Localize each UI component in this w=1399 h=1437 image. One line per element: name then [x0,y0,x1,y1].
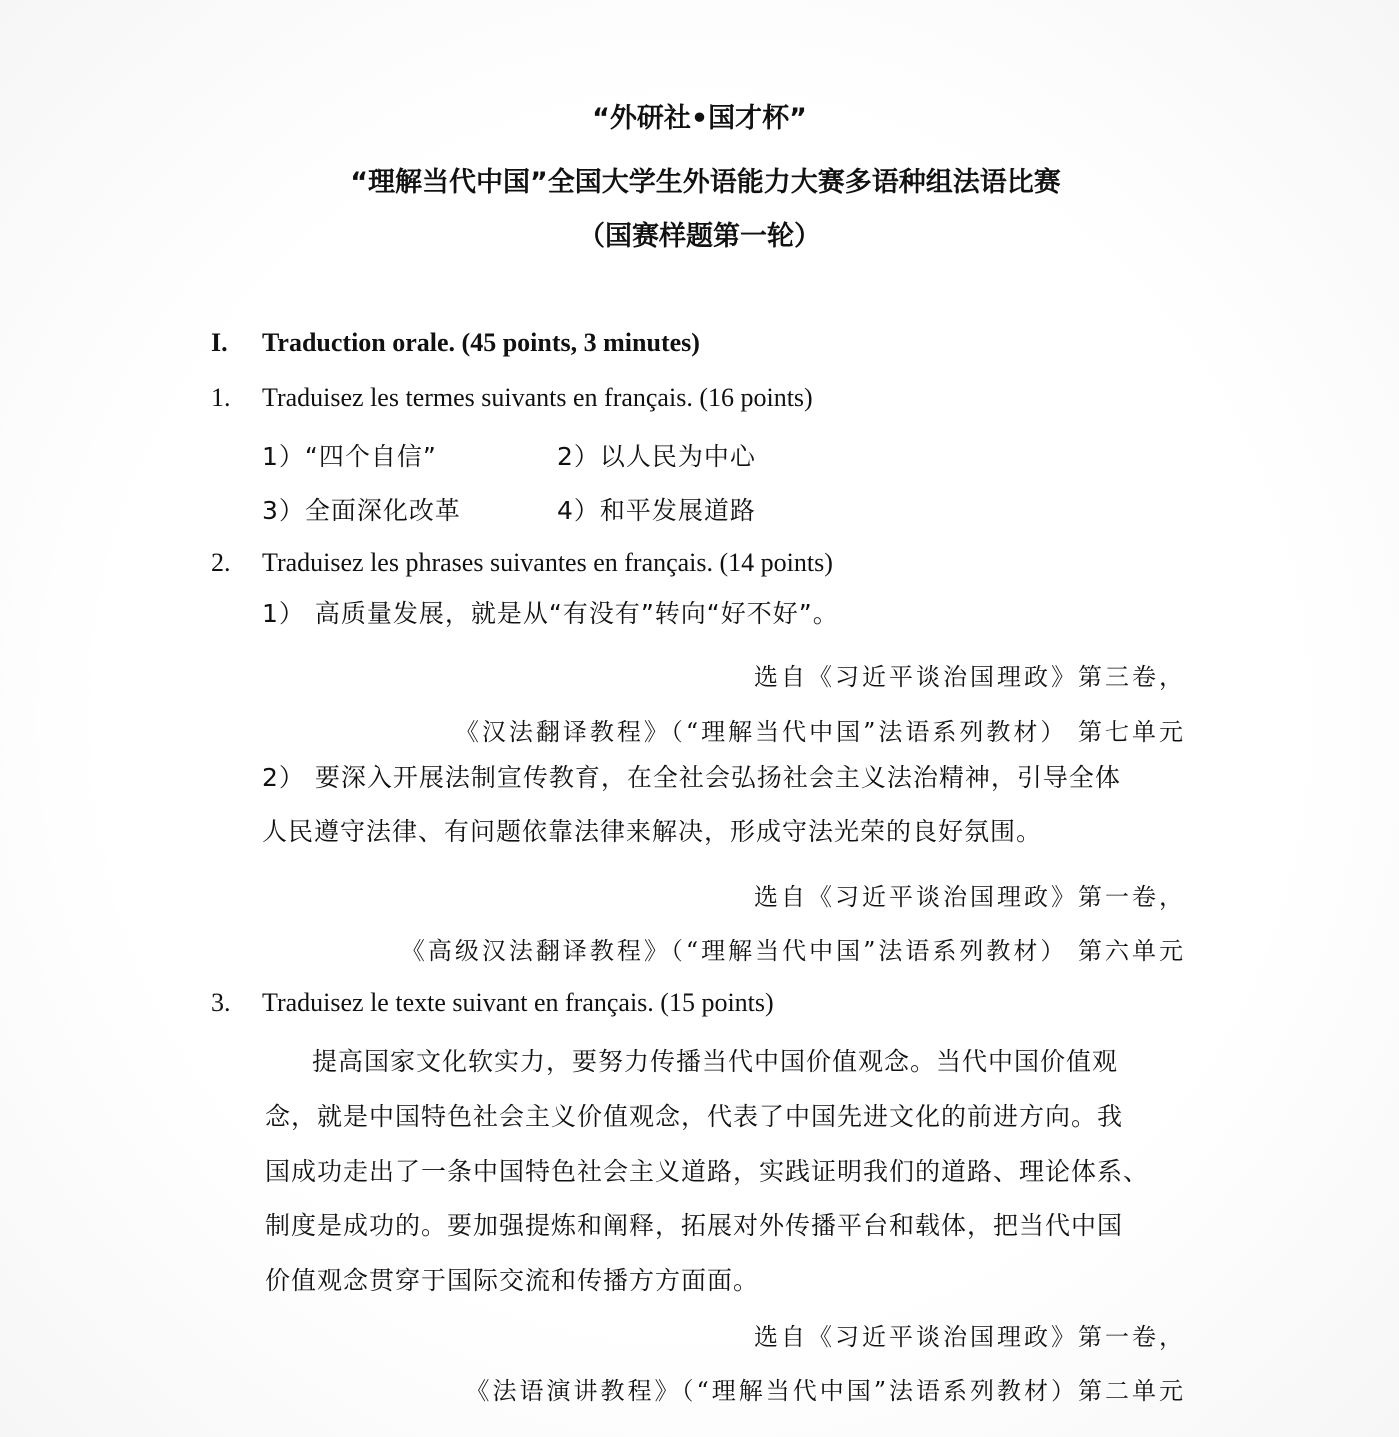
passage-line-4: 制度是成功的。要加强提炼和阐释，拓展对外传播平台和载体，把当代中国 [265,1211,1124,1240]
term-item-1 [262,437,437,473]
competition-cup-title: “外研社•国才杯” [592,103,807,134]
passage-line-3: 国成功走出了一条中国特色社会主义道路，实践证明我们的道路、理论体系、 [265,1157,1150,1186]
question-1-instruction: Traduisez les termes suivants en français. (16 points) [262,383,813,412]
passage-line-2: 念，就是中国特色社会主义价值观念，代表了中国先进文化的前进方向。我 [265,1102,1124,1131]
term-text: “四个自信” [304,442,437,471]
sentence-2-line1 [262,758,1121,794]
term-label: 1） [262,442,305,471]
sentence-1-source-line2: 《汉法翻译教程》（“理解当代中国”法语系列教材） 第七单元 [454,718,1186,746]
passage-line-5: 价值观念贯穿于国际交流和传播方方面面。 [265,1266,760,1295]
question-2-instruction: Traduisez les phrases suivantes en français. (14 points) [262,548,833,577]
term-label: 2） [557,442,600,471]
section-title: Traduction orale. (45 points, 3 minutes) [262,328,700,357]
sentence-text: 要深入开展法制宣传教育，在全社会弘扬社会主义法治精神，引导全体 [314,763,1121,792]
sentence-2-line2: 人民遵守法律、有问题依靠法律来解决，形成守法光荣的良好氛围。 [262,817,1043,846]
term-item-4 [557,491,756,527]
term-text: 以人民为中心 [599,442,756,471]
term-item-2 [557,437,756,473]
term-label: 3） [262,496,305,525]
term-text: 和平发展道路 [599,496,756,525]
passage-line-1: 提高国家文化软实力，要努力传播当代中国价值观念。当代中国价值观 [312,1047,1119,1076]
passage-source-line2: 《法语演讲教程》（“理解当代中国”法语系列教材）第二单元 [465,1377,1186,1405]
question-3-number: 3. [211,988,231,1017]
sentence-label: 2） [262,763,305,792]
sentence-label: 1） [262,599,305,628]
competition-full-title: “理解当代中国”全国大学生外语能力大赛多语种组法语比赛 [350,167,1061,198]
sentence-2-source-line2: 《高级汉法翻译教程》（“理解当代中国”法语系列教材） 第六单元 [400,937,1186,965]
passage-source-line1: 选自《习近平谈治国理政》第一卷， [754,1323,1186,1351]
sentence-1 [262,594,839,630]
sentence-2-source-line1: 选自《习近平谈治国理政》第一卷， [754,883,1186,911]
question-1-number: 1. [211,383,231,412]
term-label: 4） [557,496,600,525]
term-text: 全面深化改革 [304,496,461,525]
question-3-instruction: Traduisez le texte suivant en français. (15 points) [262,988,774,1017]
question-2-number: 2. [211,548,231,577]
round-subtitle: （国赛样题第一轮） [578,221,821,252]
term-item-3 [262,491,461,527]
sentence-1-source-line1: 选自《习近平谈治国理政》第三卷， [754,663,1186,691]
sentence-text: 高质量发展，就是从“有没有”转向“好不好”。 [314,599,839,628]
section-numeral: I. [211,328,228,357]
